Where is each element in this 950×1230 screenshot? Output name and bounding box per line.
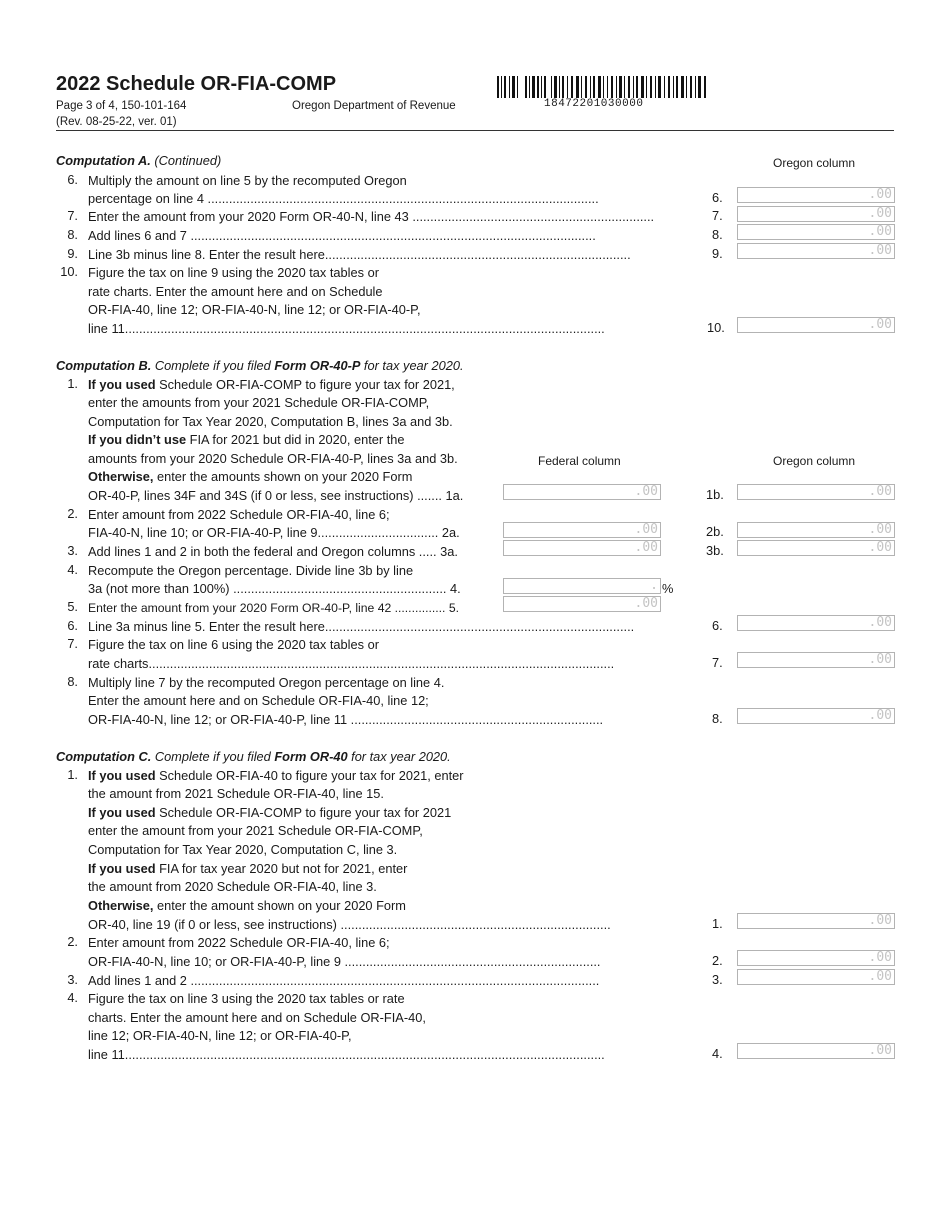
oregon-column-header-b: Oregon column: [773, 454, 856, 468]
line-text: Recompute the Oregon percentage. Divide line 3b by line: [88, 563, 414, 578]
line-number: 10.: [60, 264, 78, 279]
line-text: enter the amount from your 2021 Schedule OR-FIA-COMP,: [88, 823, 423, 838]
line-text: 3a (not more than 100%) ............................................................ 4.: [88, 581, 461, 596]
line-ref: 7.: [712, 208, 723, 223]
page-info: Page 3 of 4, 150-101-164: [56, 100, 187, 112]
line-text: OR-40-P, lines 34F and 34S (if 0 or less, see instructions) ....... 1a.: [88, 488, 464, 503]
comp-c-line4-oregon-input[interactable]: .00: [737, 1043, 895, 1059]
comp-b-line2b-oregon-input[interactable]: .00: [737, 522, 895, 538]
line-number: 1.: [67, 376, 78, 391]
line-number: 6.: [67, 172, 78, 187]
line-number: 3.: [67, 543, 78, 558]
line-text: OR-FIA-40-N, line 10; or OR-FIA-40-P, line 9 ........................................................................: [88, 954, 601, 969]
line-text: Add lines 6 and 7 ..................................................................................................................: [88, 228, 596, 243]
comp-b-line7-oregon-input[interactable]: .00: [737, 652, 895, 668]
line-text: the amount from 2021 Schedule OR-FIA-40, line 15.: [88, 786, 384, 801]
line-number: 6.: [67, 618, 78, 633]
line-number: 8.: [67, 227, 78, 242]
line-text: Enter the amount from your 2020 Form OR-40-P, line 42 ............... 5.: [88, 601, 459, 615]
revision: (Rev. 08-25-22, ver. 01): [56, 116, 177, 128]
comp-b-line3b-oregon-input[interactable]: .00: [737, 540, 895, 556]
line-text: If you used Schedule OR-FIA-COMP to figure your tax for 2021,: [88, 377, 455, 392]
line-ref: 8.: [712, 227, 723, 242]
line-text: Multiply the amount on line 5 by the recomputed Oregon: [88, 173, 407, 188]
line-number: 4.: [67, 562, 78, 577]
line-text: rate charts. Enter the amount here and on Schedule: [88, 284, 383, 299]
line-text: If you used Schedule OR-FIA-COMP to figure your tax for 2021: [88, 805, 452, 820]
line-ref: 2b.: [706, 524, 724, 539]
comp-b-line1a-federal-input[interactable]: .00: [503, 484, 661, 500]
line-number: 1.: [67, 767, 78, 782]
line-text: enter the amounts from your 2021 Schedule OR-FIA-COMP,: [88, 395, 430, 410]
comp-b-line2a-federal-input[interactable]: .00: [503, 522, 661, 538]
line-text: Enter amount from 2022 Schedule OR-FIA-40, line 6;: [88, 507, 390, 522]
line-text: Figure the tax on line 9 using the 2020 tax tables or: [88, 265, 379, 280]
line-text: amounts from your 2020 Schedule OR-FIA-40-P, lines 3a and 3b.: [88, 451, 458, 466]
line-text: Otherwise, enter the amounts shown on your 2020 Form: [88, 469, 413, 484]
line-text: Line 3a minus line 5. Enter the result here.......................................................................................: [88, 619, 635, 634]
comp-a-heading: Computation A. (Continued): [56, 153, 222, 168]
line-ref: 6.: [712, 190, 723, 205]
line-text: Figure the tax on line 6 using the 2020 tax tables or: [88, 637, 379, 652]
comp-b-line4-percentage-input[interactable]: .: [503, 578, 661, 594]
department: Oregon Department of Revenue: [292, 100, 456, 112]
line-text: Enter the amount from your 2020 Form OR-40-N, line 43 ....................................................................: [88, 209, 655, 224]
comp-c-line3-oregon-input[interactable]: .00: [737, 969, 895, 985]
line-number: 7.: [67, 636, 78, 651]
line-number: 4.: [67, 990, 78, 1005]
line-number: 3.: [67, 972, 78, 987]
line-number: 9.: [67, 246, 78, 261]
line-text: Multiply line 7 by the recomputed Oregon percentage on line 4.: [88, 675, 445, 690]
percent-sign: %: [662, 581, 674, 596]
line-number: 5.: [67, 599, 78, 614]
line-text: FIA-40-N, line 10; or OR-FIA-40-P, line 9.................................. 2a.: [88, 525, 460, 540]
line-text: rate charts...................................................................................................................................: [88, 656, 615, 671]
line-text: Line 3b minus line 8. Enter the result here......................................................................................: [88, 247, 631, 262]
line-text: Computation for Tax Year 2020, Computation B, lines 3a and 3b.: [88, 414, 453, 429]
line-text: Add lines 1 and 2 ...................................................................................................................: [88, 973, 600, 988]
line-number: 7.: [67, 208, 78, 223]
barcode: [497, 76, 709, 98]
line-text: charts. Enter the amount here and on Schedule OR-FIA-40,: [88, 1010, 426, 1025]
comp-a-line10-oregon-input[interactable]: .00: [737, 317, 895, 333]
comp-b-line3a-federal-input[interactable]: .00: [503, 540, 661, 556]
line-text: percentage on line 4 ..............................................................................................................: [88, 191, 599, 206]
oregon-column-header-a: Oregon column: [773, 156, 856, 170]
line-ref: 1.: [712, 916, 723, 931]
comp-a-line8-oregon-input[interactable]: .00: [737, 224, 895, 240]
comp-b-line1b-oregon-input[interactable]: .00: [737, 484, 895, 500]
line-text: Enter amount from 2022 Schedule OR-FIA-40, line 6;: [88, 935, 390, 950]
line-number: 8.: [67, 674, 78, 689]
form-title: 2022 Schedule OR-FIA-COMP: [56, 73, 337, 95]
line-text: OR-FIA-40, line 12; OR-FIA-40-N, line 12; or OR-FIA-40-P,: [88, 302, 421, 317]
comp-b-line6-oregon-input[interactable]: .00: [737, 615, 895, 631]
line-ref: 4.: [712, 1046, 723, 1061]
comp-b-line5-federal-input[interactable]: .00: [503, 596, 661, 612]
line-text: If you used FIA for tax year 2020 but not for 2021, enter: [88, 861, 408, 876]
line-ref: 6.: [712, 618, 723, 633]
line-text: OR-FIA-40-N, line 12; or OR-FIA-40-P, line 11 .......................................................................: [88, 712, 604, 727]
line-ref: 8.: [712, 711, 723, 726]
line-number: 2.: [67, 934, 78, 949]
line-text: the amount from 2020 Schedule OR-FIA-40, line 3.: [88, 879, 377, 894]
line-text: Computation for Tax Year 2020, Computation C, line 3.: [88, 842, 398, 857]
line-ref: 10.: [707, 320, 725, 335]
comp-a-line9-oregon-input[interactable]: .00: [737, 243, 895, 259]
header-divider: [56, 130, 894, 131]
line-text: line 11.......................................................................................................................................: [88, 1047, 605, 1062]
line-text: line 11.......................................................................................................................................: [88, 321, 605, 336]
barcode-number: 18472201030000: [544, 98, 644, 110]
line-ref: 1b.: [706, 487, 724, 502]
federal-column-header: Federal column: [538, 454, 621, 468]
comp-c-heading: Computation C. Complete if you filed Form OR-40 for tax year 2020.: [56, 749, 451, 764]
comp-a-line7-oregon-input[interactable]: .00: [737, 206, 895, 222]
comp-a-line6-oregon-input[interactable]: .00: [737, 187, 895, 203]
line-text: If you used Schedule OR-FIA-40 to figure your tax for 2021, enter: [88, 768, 464, 783]
line-text: Otherwise, enter the amount shown on your 2020 Form: [88, 898, 406, 913]
line-text: Figure the tax on line 3 using the 2020 tax tables or rate: [88, 991, 405, 1006]
line-number: 2.: [67, 506, 78, 521]
line-text: Add lines 1 and 2 in both the federal and Oregon columns ..... 3a.: [88, 544, 458, 559]
comp-b-line8-oregon-input[interactable]: .00: [737, 708, 895, 724]
line-ref: 7.: [712, 655, 723, 670]
comp-b-heading: Computation B. Complete if you filed Form OR-40-P for tax year 2020.: [56, 358, 464, 373]
line-text: Enter the amount here and on Schedule OR-FIA-40, line 12;: [88, 693, 429, 708]
line-text: line 12; OR-FIA-40-N, line 12; or OR-FIA-40-P,: [88, 1028, 352, 1043]
line-ref: 2.: [712, 953, 723, 968]
line-text: If you didn’t use FIA for 2021 but did in 2020, enter the: [88, 432, 405, 447]
comp-c-line1-oregon-input[interactable]: .00: [737, 913, 895, 929]
line-text: OR-40, line 19 (if 0 or less, see instructions) ............................................................................: [88, 917, 611, 932]
line-ref: 3.: [712, 972, 723, 987]
comp-c-line2-oregon-input[interactable]: .00: [737, 950, 895, 966]
line-ref: 3b.: [706, 543, 724, 558]
line-ref: 9.: [712, 246, 723, 261]
